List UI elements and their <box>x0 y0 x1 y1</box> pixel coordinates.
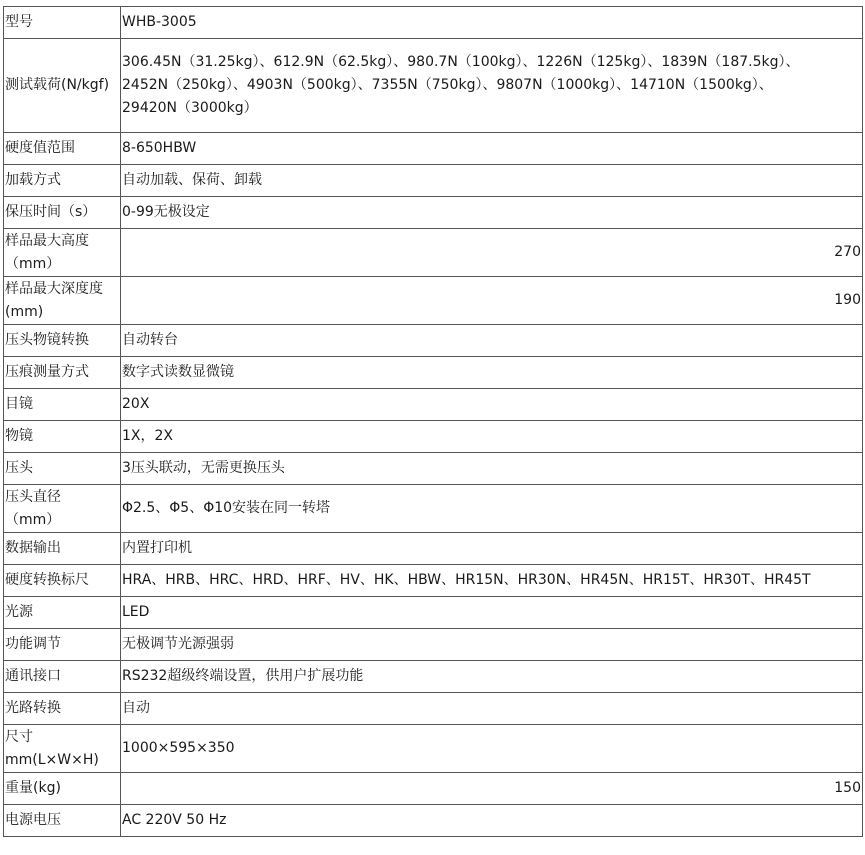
row-conversion-scales <box>4 565 863 597</box>
row-model <box>4 7 863 39</box>
row-max-depth <box>4 277 863 325</box>
value-dimensions: 1000×595×350 <box>121 725 863 773</box>
label-eyepiece: 目镜 <box>4 389 121 421</box>
row-turret-switch <box>4 325 863 357</box>
label-dimensions <box>4 725 121 773</box>
row-dimensions <box>4 725 863 773</box>
dimensions-label-line-2: mm(L×W×H) <box>5 751 99 768</box>
value-eyepiece: 20X <box>121 389 863 421</box>
label-function-adjust: 功能调节 <box>4 629 121 661</box>
value-power-supply: AC 220V 50 Hz <box>121 805 863 837</box>
row-eyepiece <box>4 389 863 421</box>
label-weight: 重量(kg) <box>4 773 121 805</box>
test-load-line-1: 306.45N（31.25kg）、612.9N（62.5kg）、980.7N（100kg）、1226N（125kg）、1839N（187.5kg）、 <box>122 54 800 70</box>
label-dwell-time: 保压时间（s） <box>4 197 121 229</box>
label-light-path: 光路转换 <box>4 693 121 725</box>
label-max-depth <box>4 277 121 325</box>
max-height-label-line-1: 样品最大高度 <box>5 232 89 249</box>
value-data-output: 内置打印机 <box>121 533 863 565</box>
value-turret-switch: 自动转台 <box>121 325 863 357</box>
value-max-height: 270 <box>121 229 863 277</box>
label-test-load: 测试载荷(N/kgf) <box>4 39 121 133</box>
row-power-supply <box>4 805 863 837</box>
row-load-method <box>4 165 863 197</box>
label-light-source: 光源 <box>4 597 121 629</box>
row-indenter <box>4 453 863 485</box>
row-hardness-range <box>4 133 863 165</box>
row-data-output <box>4 533 863 565</box>
value-dwell-time: 0-99无极设定 <box>121 197 863 229</box>
value-weight: 150 <box>121 773 863 805</box>
value-function-adjust: 无极调节光源强弱 <box>121 629 863 661</box>
row-test-load <box>4 39 863 133</box>
label-indenter-diameter <box>4 485 121 533</box>
value-test-load <box>121 39 863 133</box>
value-objective: 1X，2X <box>121 421 863 453</box>
value-comm-interface: RS232超级终端设置，供用户扩展功能 <box>121 661 863 693</box>
row-light-path <box>4 693 863 725</box>
indenter-diameter-label-line-2: （mm） <box>5 511 61 528</box>
spec-table <box>3 6 863 837</box>
label-conversion-scales: 硬度转换标尺 <box>4 565 121 597</box>
value-model: WHB-3005 <box>121 7 863 39</box>
max-depth-label-line-2: (mm) <box>5 303 44 320</box>
row-objective <box>4 421 863 453</box>
dimensions-label-line-1: 尺寸 <box>5 728 33 745</box>
label-objective: 物镜 <box>4 421 121 453</box>
max-height-label-line-2: （mm） <box>5 255 61 272</box>
value-load-method: 自动加载、保荷、卸载 <box>121 165 863 197</box>
label-comm-interface: 通讯接口 <box>4 661 121 693</box>
test-load-line-3: 29420N（3000kg） <box>122 100 258 116</box>
max-depth-label-line-1: 样品最大深度度 <box>5 280 103 297</box>
value-indenter-diameter: Φ2.5、Φ5、Φ10安装在同一转塔 <box>121 485 863 533</box>
test-load-line-2: 2452N（250kg）、4903N（500kg）、7355N（750kg）、9807N（1000kg）、14710N（1500kg）、 <box>122 77 773 93</box>
row-max-height <box>4 229 863 277</box>
label-max-height <box>4 229 121 277</box>
label-data-output: 数据输出 <box>4 533 121 565</box>
row-comm-interface <box>4 661 863 693</box>
value-light-path: 自动 <box>121 693 863 725</box>
value-measure-method: 数字式读数显微镜 <box>121 357 863 389</box>
label-load-method: 加载方式 <box>4 165 121 197</box>
row-light-source <box>4 597 863 629</box>
row-function-adjust <box>4 629 863 661</box>
indenter-diameter-label-line-1: 压头直径 <box>5 488 61 505</box>
label-measure-method: 压痕测量方式 <box>4 357 121 389</box>
value-max-depth: 190 <box>121 277 863 325</box>
row-measure-method <box>4 357 863 389</box>
value-light-source: LED <box>121 597 863 629</box>
value-conversion-scales: HRA、HRB、HRC、HRD、HRF、HV、HK、HBW、HR15N、HR30N、HR45N、HR15T、HR30T、HR45T <box>121 565 863 597</box>
label-turret-switch: 压头物镜转换 <box>4 325 121 357</box>
label-power-supply: 电源电压 <box>4 805 121 837</box>
row-indenter-diameter <box>4 485 863 533</box>
label-indenter: 压头 <box>4 453 121 485</box>
label-hardness-range: 硬度值范围 <box>4 133 121 165</box>
row-weight <box>4 773 863 805</box>
row-dwell-time <box>4 197 863 229</box>
label-model: 型号 <box>4 7 121 39</box>
value-hardness-range: 8-650HBW <box>121 133 863 165</box>
value-indenter: 3压头联动，无需更换压头 <box>121 453 863 485</box>
